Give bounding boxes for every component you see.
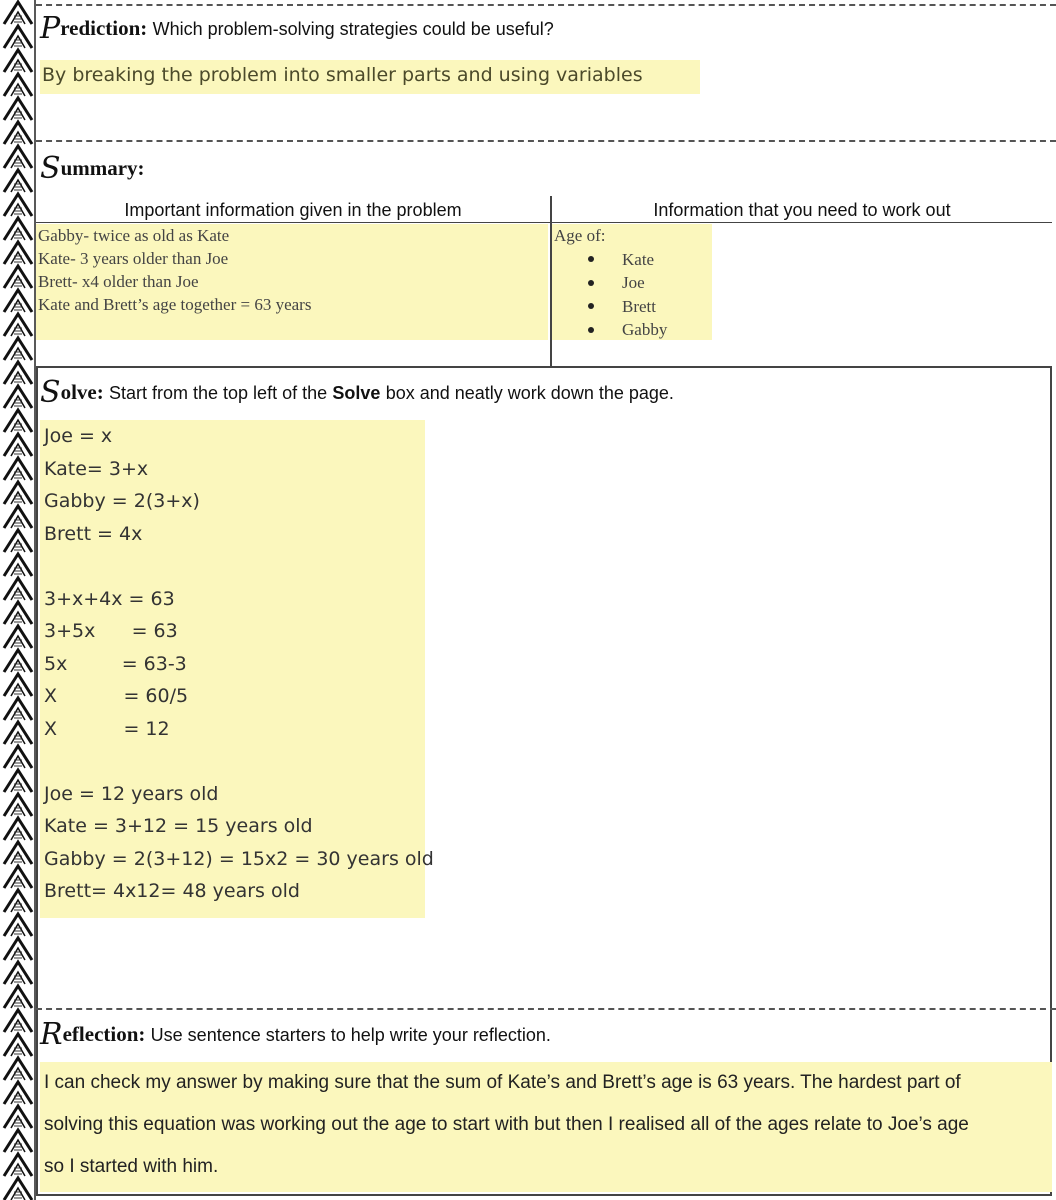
solve-line: 3+5x = 63 (44, 620, 178, 642)
list-item-label: Gabby (622, 320, 668, 339)
section-divider (36, 1008, 1056, 1010)
heading-initial: R (40, 1017, 63, 1052)
given-info-header: Important information given in the problem (124, 200, 462, 220)
work-out-header: Information that you need to work out (653, 200, 951, 220)
heading-word: eflection: (62, 1022, 146, 1046)
bullet-icon (588, 256, 594, 262)
heading-word: ummary: (60, 156, 145, 180)
bullet-icon (588, 280, 594, 286)
prediction-answer[interactable]: By breaking the problem into smaller parts and using variables (40, 60, 700, 94)
work-out-list[interactable] (552, 224, 712, 340)
heading-word: olve: (60, 380, 104, 404)
solve-line: Brett= 4x12= 48 years old (44, 880, 300, 902)
solve-line: Joe = 12 years old (44, 782, 219, 805)
reflection-prompt: Use sentence starters to help write your reflection. (150, 1025, 551, 1045)
table-header-rule (36, 222, 1052, 223)
bullet-icon (588, 327, 594, 333)
solve-prompt-bold: Solve (332, 383, 381, 403)
bullet-icon (588, 303, 594, 309)
section-divider (36, 4, 1056, 6)
solve-prompt-before: Start from the top left of the (109, 383, 328, 403)
heading-word: rediction: (60, 16, 148, 40)
solve-line: Joe = x (44, 425, 113, 447)
solve-line: X = 60/5 (44, 685, 189, 707)
summary-heading (40, 151, 145, 186)
section-divider (36, 140, 1056, 142)
given-info-list[interactable] (36, 224, 548, 340)
solve-line: X = 12 (44, 717, 170, 740)
given-info-item: Gabby- twice as old as Kate (38, 226, 230, 245)
heading-initial: S (40, 375, 61, 410)
solve-heading (40, 375, 674, 410)
list-item-label: Kate (622, 249, 655, 269)
given-info-item: Kate and Brett’s age together = 63 years (38, 295, 312, 314)
heading-initial: S (40, 151, 61, 186)
list-item (552, 318, 712, 342)
solve-line: Kate = 3+12 = 15 years old (44, 815, 313, 837)
decorative-chevron-border (0, 0, 36, 1200)
solve-line: Gabby = 2(3+x) (44, 490, 200, 512)
prediction-prompt: Which problem-solving strategies could be useful? (152, 19, 554, 39)
given-info-item: Brett- x4 older than Joe (38, 272, 199, 291)
list-item (552, 271, 712, 295)
reflection-line: solving this equation was working out the age to start with but then I realised all of the ages relate to Joe’s age (44, 1114, 969, 1135)
solve-prompt-after: box and neatly work down the page. (385, 383, 674, 403)
heading-initial: P (40, 11, 61, 46)
given-info-item: Kate- 3 years older than Joe (38, 249, 229, 268)
solve-line: 3+x+4x = 63 (44, 587, 175, 610)
list-item (552, 248, 712, 272)
list-item-label: Brett (622, 296, 656, 316)
solve-line: 5x = 63-3 (44, 652, 187, 675)
solve-work-area[interactable] (40, 420, 434, 918)
solve-line: Brett = 4x (44, 522, 143, 545)
solve-line (44, 550, 425, 583)
solve-line: Kate= 3+x (44, 457, 149, 480)
list-item-label: Joe (622, 273, 645, 292)
reflection-line: so I started with him. (44, 1156, 219, 1177)
reflection-line: I can check my answer by making sure that the sum of Kate’s and Brett’s age is 63 years. The hardest part of (44, 1072, 961, 1093)
solve-line (44, 745, 425, 778)
list-item (552, 295, 712, 319)
reflection-heading (40, 1017, 551, 1052)
age-of-label: Age of: (554, 226, 606, 245)
reflection-answer[interactable] (40, 1062, 1052, 1192)
prediction-heading (40, 11, 554, 46)
solve-line: Gabby = 2(3+12) = 15x2 = 30 years old (44, 847, 434, 870)
